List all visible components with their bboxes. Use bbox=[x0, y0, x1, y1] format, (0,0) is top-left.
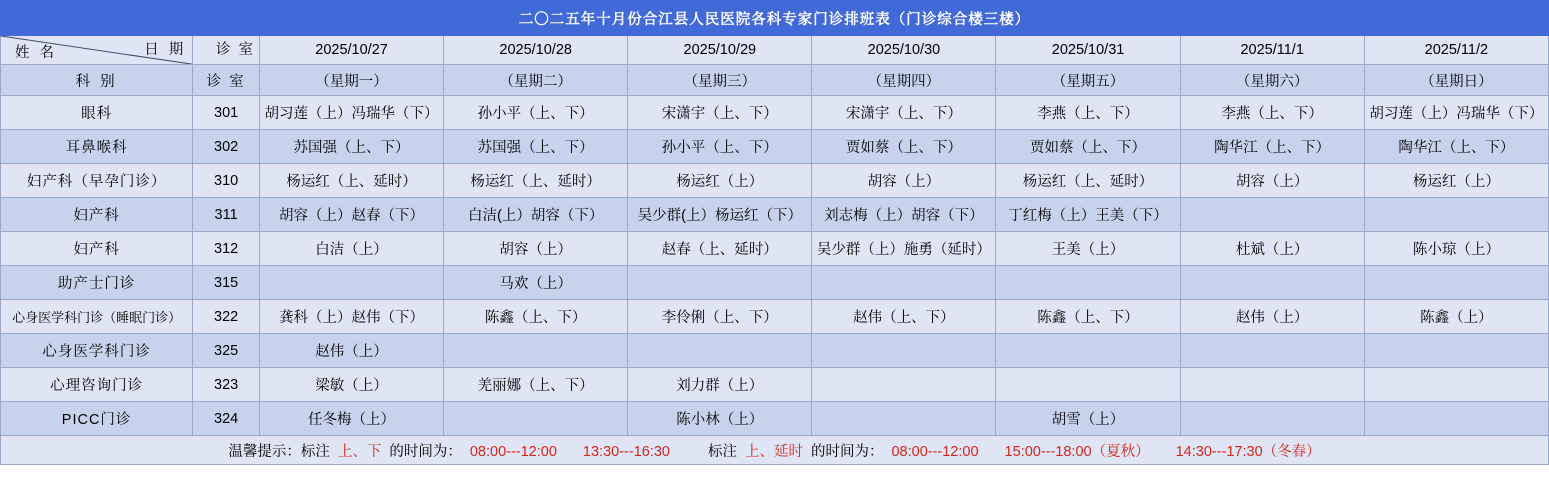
row-cell bbox=[1180, 368, 1364, 402]
corner-header-room bbox=[193, 36, 260, 65]
row-cell bbox=[812, 402, 996, 436]
row-dept: 妇产科（早孕门诊） bbox=[1, 164, 193, 198]
row-dept: 心理咨询门诊 bbox=[1, 368, 193, 402]
row-cell bbox=[1180, 266, 1364, 300]
row-cell bbox=[1180, 198, 1364, 232]
row-dept: PICC门诊 bbox=[1, 402, 193, 436]
row-cell: 吴少群（上）施勇（延时） bbox=[812, 232, 996, 266]
header-date-row bbox=[1, 36, 1549, 65]
row-room: 315 bbox=[193, 266, 260, 300]
table-row bbox=[1, 368, 1549, 402]
header-date-6: 2025/11/2 bbox=[1364, 36, 1548, 65]
note-time-5: 14:30---17:30（冬春） bbox=[1175, 443, 1321, 460]
table-row bbox=[1, 334, 1549, 368]
header-weekday-5: （星期六） bbox=[1180, 65, 1364, 96]
header-date-4: 2025/10/31 bbox=[996, 36, 1180, 65]
row-cell: 杨运红（上、延时） bbox=[444, 164, 628, 198]
header-date-5: 2025/11/1 bbox=[1180, 36, 1364, 65]
row-cell: 苏国强（上、下） bbox=[444, 130, 628, 164]
footer-note-row bbox=[1, 436, 1549, 465]
row-room: 325 bbox=[193, 334, 260, 368]
row-cell: 任冬梅（上） bbox=[259, 402, 443, 436]
header-dept-label: 科 别 bbox=[1, 65, 193, 96]
row-cell: 丁红梅（上）王美（下） bbox=[996, 198, 1180, 232]
row-cell: 陈小琼（上） bbox=[1364, 232, 1548, 266]
header-weekday-3: （星期四） bbox=[812, 65, 996, 96]
row-cell: 杜斌（上） bbox=[1180, 232, 1364, 266]
row-cell: 李燕（上、下） bbox=[996, 96, 1180, 130]
row-room: 301 bbox=[193, 96, 260, 130]
row-cell: 杨运红（上、延时） bbox=[996, 164, 1180, 198]
row-room: 323 bbox=[193, 368, 260, 402]
title-row bbox=[1, 1, 1549, 36]
row-dept: 妇产科 bbox=[1, 232, 193, 266]
row-cell: 胡习莲（上）冯瑞华（下） bbox=[1364, 96, 1548, 130]
row-cell: 孙小平（上、下） bbox=[628, 130, 812, 164]
header-date-label: 日 期 bbox=[144, 42, 187, 58]
row-cell bbox=[1180, 334, 1364, 368]
row-cell: 胡容（上）赵春（下） bbox=[259, 198, 443, 232]
row-cell bbox=[628, 266, 812, 300]
row-dept: 眼科 bbox=[1, 96, 193, 130]
row-cell bbox=[628, 334, 812, 368]
row-dept: 助产士门诊 bbox=[1, 266, 193, 300]
row-cell: 杨运红（上） bbox=[1364, 164, 1548, 198]
note-mid-2: 标注 bbox=[707, 443, 737, 460]
row-room: 324 bbox=[193, 402, 260, 436]
row-cell: 李燕（上、下） bbox=[1180, 96, 1364, 130]
note-mid-3: 的时间为： bbox=[810, 443, 884, 460]
header-weekday-row bbox=[1, 65, 1549, 96]
row-cell bbox=[812, 334, 996, 368]
row-cell: 刘力群（上） bbox=[628, 368, 812, 402]
row-cell: 胡容（上） bbox=[1180, 164, 1364, 198]
header-weekday-0: （星期一） bbox=[259, 65, 443, 96]
table-row bbox=[1, 164, 1549, 198]
header-date-0: 2025/10/27 bbox=[259, 36, 443, 65]
row-cell: 贾如蔡（上、下） bbox=[996, 130, 1180, 164]
row-cell: 赵伟（上） bbox=[1180, 300, 1364, 334]
note-time-2: 13:30---16:30 bbox=[582, 443, 670, 460]
note-time-3: 08:00---12:00 bbox=[891, 443, 979, 460]
header-room-label-2: 诊 室 bbox=[193, 65, 260, 96]
row-cell: 刘志梅（上）胡容（下） bbox=[812, 198, 996, 232]
row-cell: 陈鑫（上、下） bbox=[444, 300, 628, 334]
row-dept: 心身医学科门诊（睡眠门诊） bbox=[1, 300, 193, 334]
header-weekday-4: （星期五） bbox=[996, 65, 1180, 96]
header-date-3: 2025/10/30 bbox=[812, 36, 996, 65]
row-cell: 赵春（上、延时） bbox=[628, 232, 812, 266]
row-room: 310 bbox=[193, 164, 260, 198]
row-cell: 白洁(上）胡容（下） bbox=[444, 198, 628, 232]
row-cell bbox=[259, 266, 443, 300]
row-cell: 梁敏（上） bbox=[259, 368, 443, 402]
row-room: 322 bbox=[193, 300, 260, 334]
row-cell: 陈鑫（上、下） bbox=[996, 300, 1180, 334]
row-room: 311 bbox=[193, 198, 260, 232]
header-weekday-2: （星期三） bbox=[628, 65, 812, 96]
row-cell bbox=[444, 402, 628, 436]
row-cell: 李伶俐（上、下） bbox=[628, 300, 812, 334]
row-dept: 心身医学科门诊 bbox=[1, 334, 193, 368]
table-row bbox=[1, 130, 1549, 164]
note-mid-1: 的时间为： bbox=[389, 443, 462, 460]
row-cell: 孙小平（上、下） bbox=[444, 96, 628, 130]
row-cell: 杨运红（上） bbox=[628, 164, 812, 198]
row-cell: 吴少群(上）杨运红（下） bbox=[628, 198, 812, 232]
row-cell: 胡习莲（上）冯瑞华（下） bbox=[259, 96, 443, 130]
note-time-1: 08:00---12:00 bbox=[469, 443, 557, 460]
row-cell bbox=[1364, 266, 1548, 300]
row-cell bbox=[1364, 198, 1548, 232]
row-cell: 贾如蔡（上、下） bbox=[812, 130, 996, 164]
table-row bbox=[1, 198, 1549, 232]
table-row bbox=[1, 266, 1549, 300]
row-cell bbox=[1364, 368, 1548, 402]
note-mark-2: 上、延时 bbox=[744, 443, 803, 460]
table-row bbox=[1, 300, 1549, 334]
row-cell bbox=[1180, 402, 1364, 436]
row-cell bbox=[1364, 334, 1548, 368]
row-cell: 宋潇宇（上、下） bbox=[628, 96, 812, 130]
row-room: 302 bbox=[193, 130, 260, 164]
header-date-2: 2025/10/29 bbox=[628, 36, 812, 65]
row-cell: 陈小林（上） bbox=[628, 402, 812, 436]
row-cell bbox=[996, 368, 1180, 402]
row-cell bbox=[1364, 402, 1548, 436]
row-cell bbox=[996, 266, 1180, 300]
row-cell: 龚科（上）赵伟（下） bbox=[259, 300, 443, 334]
row-cell: 陶华江（上、下） bbox=[1364, 130, 1548, 164]
row-cell: 羌丽娜（上、下） bbox=[444, 368, 628, 402]
table-row bbox=[1, 232, 1549, 266]
footer-note bbox=[1, 436, 1549, 465]
row-cell: 陶华江（上、下） bbox=[1180, 130, 1364, 164]
table-row bbox=[1, 96, 1549, 130]
row-cell: 苏国强（上、下） bbox=[259, 130, 443, 164]
note-time-4: 15:00---18:00（夏秋） bbox=[1004, 443, 1150, 460]
row-cell: 王美（上） bbox=[996, 232, 1180, 266]
row-dept: 耳鼻喉科 bbox=[1, 130, 193, 164]
header-date-1: 2025/10/28 bbox=[444, 36, 628, 65]
header-weekday-6: （星期日） bbox=[1364, 65, 1548, 96]
row-cell: 宋潇宇（上、下） bbox=[812, 96, 996, 130]
corner-header-name-date bbox=[1, 36, 193, 65]
row-cell: 胡容（上） bbox=[444, 232, 628, 266]
row-cell: 胡雪（上） bbox=[996, 402, 1180, 436]
row-cell bbox=[996, 334, 1180, 368]
note-prefix: 温馨提示：标注 bbox=[228, 443, 330, 460]
row-room: 312 bbox=[193, 232, 260, 266]
row-cell bbox=[444, 334, 628, 368]
header-weekday-1: （星期二） bbox=[444, 65, 628, 96]
row-cell: 陈鑫（上） bbox=[1364, 300, 1548, 334]
row-cell: 白洁（上） bbox=[259, 232, 443, 266]
row-cell: 赵伟（上、下） bbox=[812, 300, 996, 334]
header-name-label: 姓 名 bbox=[15, 45, 58, 61]
row-cell bbox=[812, 368, 996, 402]
row-cell: 马欢（上） bbox=[444, 266, 628, 300]
row-cell: 胡容（上） bbox=[812, 164, 996, 198]
row-cell: 赵伟（上） bbox=[259, 334, 443, 368]
row-cell bbox=[812, 266, 996, 300]
table-row bbox=[1, 402, 1549, 436]
page-title: 二〇二五年十月份合江县人民医院各科专家门诊排班表（门诊综合楼三楼） bbox=[1, 1, 1549, 36]
header-room-label: 诊 室 bbox=[215, 42, 255, 58]
row-dept: 妇产科 bbox=[1, 198, 193, 232]
note-mark-1: 上、下 bbox=[337, 443, 382, 460]
row-cell: 杨运红（上、延时） bbox=[259, 164, 443, 198]
